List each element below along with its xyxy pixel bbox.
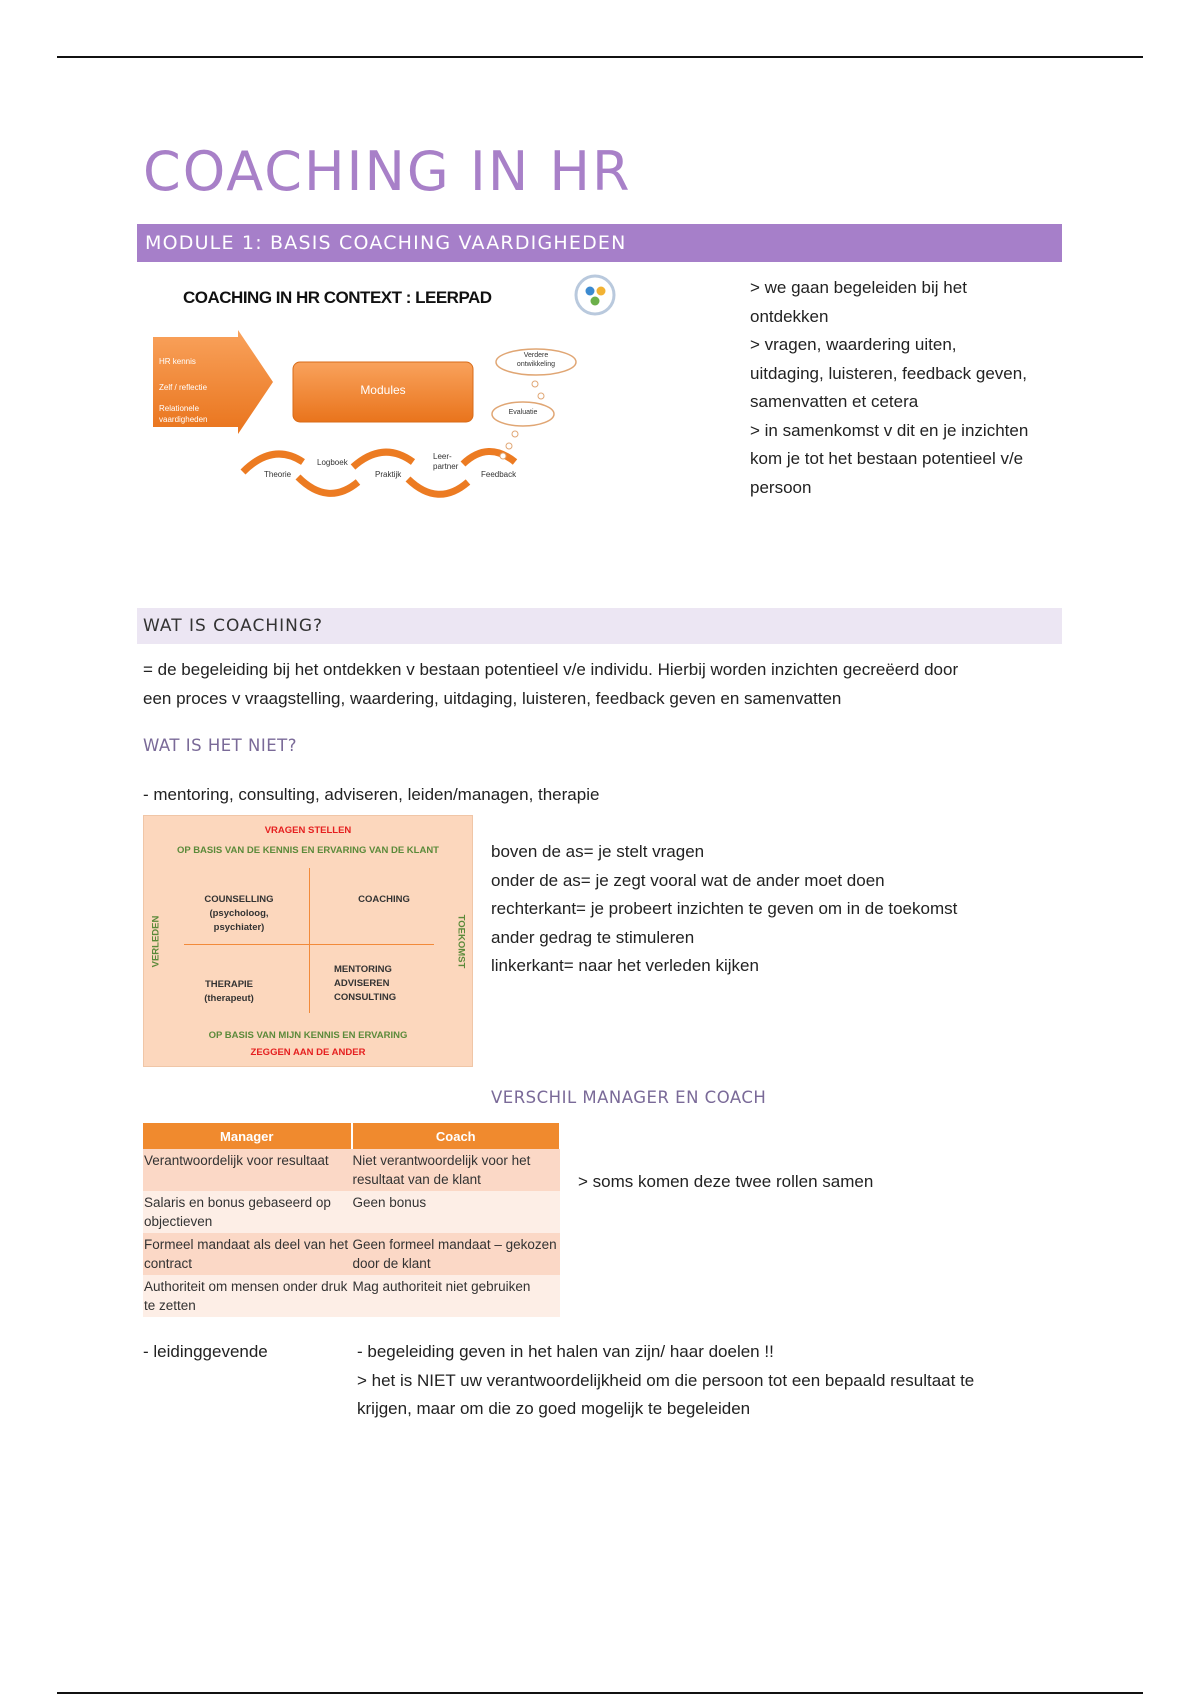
text-line: linkerkant= naar het verleden kijken	[491, 956, 759, 975]
table-cell: Authoriteit om mensen onder druk te zetten	[143, 1275, 352, 1317]
quadrant-text: (therapeut)	[204, 993, 254, 1004]
text-line: > in samenkomst v dit en je inzichten	[750, 420, 1029, 440]
text-line: kom je tot het bestaan potentieel v/e	[750, 449, 1024, 468]
bubble-text: Verdere	[523, 352, 549, 359]
quadrant-therapie	[179, 978, 279, 1006]
cycle-label-praktijk: Praktijk	[375, 470, 402, 479]
cycle-label-part: partner	[433, 462, 459, 471]
quadrant-text: COUNSELLING	[204, 894, 274, 905]
quadrant-counselling	[189, 893, 289, 935]
table-cell: Formeel mandaat als deel van het contract	[143, 1233, 352, 1275]
table-row	[143, 1191, 560, 1233]
bottom-rule	[57, 1692, 1143, 1694]
text-line: samenvatten et cetera	[750, 392, 919, 411]
arrow-item: Zelf / reflectie	[159, 383, 208, 392]
text-line: - begeleiding geven in het halen van zijn/ haar doelen !!	[357, 1342, 774, 1361]
table-row	[143, 1233, 560, 1275]
table-cell: Verantwoordelijk voor resultaat	[143, 1149, 352, 1191]
quadrant-top-green: OP BASIS VAN DE KENNIS EN ERVARING VAN DE KLANT	[177, 845, 439, 856]
arrow-item: Relationele vaardigheden	[159, 404, 208, 424]
table-row	[143, 1149, 560, 1191]
quadrant-coaching: COACHING	[358, 894, 410, 905]
text-line: > vragen, waardering uiten,	[750, 335, 957, 354]
not-text: - mentoring, consulting, adviseren, leiden/managen, therapie	[143, 785, 600, 804]
quadrant-text: (psycholoog,	[209, 908, 269, 919]
quadrant-text: psychiater)	[213, 922, 265, 933]
manager-coach-table	[143, 1123, 561, 1317]
leiding-text	[357, 1338, 974, 1424]
text-line: ontdekken	[750, 306, 829, 326]
quadrant-bottom-green: OP BASIS VAN MIJN KENNIS EN ERVARING	[208, 1030, 408, 1041]
arrow-items	[159, 349, 239, 459]
leerpad-title: COACHING IN HR CONTEXT : LEERPAD	[183, 288, 492, 307]
page-title: COACHING IN HR	[143, 140, 632, 203]
table-cell: Niet verantwoordelijk voor het resultaat van de klant	[352, 1149, 560, 1191]
table-cell: Mag authoriteit niet gebruiken	[352, 1275, 560, 1317]
table-cell: Geen bonus	[352, 1191, 560, 1233]
quadrant-text: ADVISEREN	[334, 978, 390, 989]
cycle-label-feedback: Feedback	[481, 470, 517, 479]
text-line: boven de as= je stelt vragen	[491, 842, 705, 861]
table-header: Coach	[352, 1123, 560, 1149]
text-line: > het is NIET uw verantwoordelijkheid om die persoon tot een bepaald resultaat te	[357, 1370, 975, 1390]
cycle-label-theorie: Theorie	[264, 470, 292, 479]
table-cell: Geen formeel mandaat – gekozen door de klant	[352, 1233, 560, 1275]
table-header: Manager	[143, 1123, 352, 1149]
cycle-label-logboek: Logboek	[317, 458, 348, 467]
quadrant-text: THERAPIE	[204, 979, 254, 990]
quadrant-left-label: VERLEDEN	[150, 915, 162, 968]
bubble-evaluatie: Evaluatie	[508, 409, 538, 416]
text-line: = de begeleiding bij het ontdekken v bestaan potentieel v/e individu. Hierbij worden inzichten gecreëerd door	[143, 660, 959, 679]
verschil-heading: VERSCHIL MANAGER EN COACH	[491, 1088, 767, 1107]
coaching-quadrant	[143, 815, 473, 1067]
quadrant-vertical-axis	[309, 868, 310, 1013]
arrow-item: HR kennis	[159, 357, 196, 366]
quadrant-text: MENTORING	[334, 964, 392, 975]
text-line: krijgen, maar om die zo goed mogelijk te begeleiden	[357, 1399, 751, 1418]
leerpad-diagram	[143, 272, 643, 512]
text-line: onder de as= je zegt vooral wat de ander moet doen	[491, 870, 885, 890]
quadrant-right-label: TOEKOMST	[455, 914, 467, 969]
text-line: een proces v vraagstelling, waardering, uitdaging, luisteren, feedback geven en samenvatten	[143, 688, 842, 708]
quadrant-top-red: VRAGEN STELLEN	[264, 825, 352, 836]
bubble-ontwikkeling	[496, 351, 576, 369]
module-heading: MODULE 1: BASIS COACHING VAARDIGHEDEN	[137, 224, 1062, 262]
section-heading: WAT IS COACHING?	[137, 608, 1062, 644]
table-note: > soms komen deze twee rollen samen	[578, 1172, 874, 1191]
text-line: persoon	[750, 477, 812, 497]
text-line: rechterkant= je probeert inzichten te geven om in de toekomst	[491, 899, 958, 918]
intro-text	[750, 274, 1028, 502]
modules-label: Modules	[360, 383, 406, 397]
quadrant-horizontal-axis	[184, 944, 434, 945]
table-cell: Salaris en bonus gebaseerd op objectieven	[143, 1191, 352, 1233]
definition-text	[143, 656, 958, 713]
arrow-item: Menselijkheid	[159, 441, 208, 450]
cycle-label-part: Leer-	[433, 452, 452, 461]
bubble-text: ontwikkeling	[516, 361, 556, 368]
quadrant-mentoring	[334, 963, 414, 1005]
top-rule	[57, 56, 1143, 58]
quadrant-text: CONSULTING	[334, 992, 397, 1003]
table-row	[143, 1275, 560, 1317]
cycle-label-leerpartner	[433, 452, 458, 472]
text-line: > we gaan begeleiden bij het	[750, 278, 967, 297]
axes-explanation	[491, 838, 957, 981]
text-line: ander gedrag te stimuleren	[491, 927, 695, 947]
not-heading: WAT IS HET NIET?	[143, 736, 297, 755]
quadrant-bottom-red: ZEGGEN AAN DE ANDER	[250, 1047, 366, 1058]
text-line: uitdaging, luisteren, feedback geven,	[750, 363, 1027, 383]
leiding-label: - leidinggevende	[143, 1342, 268, 1361]
